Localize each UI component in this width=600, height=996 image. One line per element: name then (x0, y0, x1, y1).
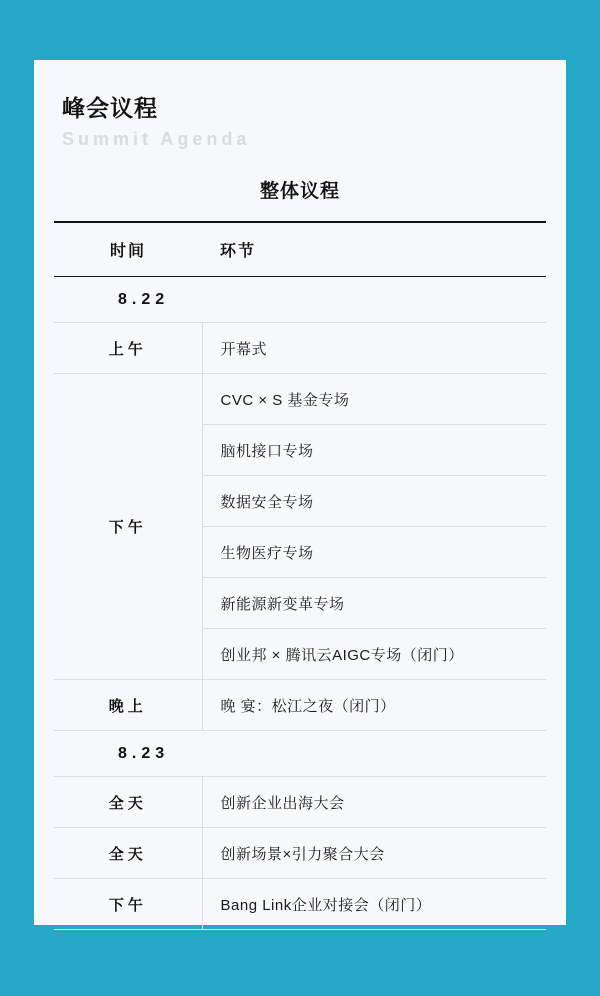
session-label: 新能源新变革专场 (202, 578, 546, 629)
session-label: CVC × S 基金专场 (202, 374, 546, 425)
time-label: 上午 (54, 323, 202, 374)
session-label: 数据安全专场 (202, 476, 546, 527)
table-header-row (54, 222, 546, 277)
table-row (54, 323, 546, 374)
column-header-session: 环节 (202, 222, 546, 277)
table-row (54, 879, 546, 930)
session-label: 脑机接口专场 (202, 425, 546, 476)
date-label: 8.23 (54, 731, 546, 777)
time-label: 全天 (54, 828, 202, 879)
table-row (54, 828, 546, 879)
table-row (54, 374, 546, 425)
date-label: 8.22 (54, 277, 546, 323)
table-row (54, 777, 546, 828)
session-label: Bang Link企业对接会（闭门） (202, 879, 546, 930)
page-subtitle: Summit Agenda (62, 129, 251, 149)
card-header (34, 60, 566, 150)
date-row (54, 277, 546, 323)
table-body (54, 277, 546, 930)
date-row (54, 731, 546, 777)
table-head (54, 222, 546, 277)
time-label: 下午 (54, 374, 202, 680)
time-label: 下午 (54, 879, 202, 930)
session-label: 晚 宴：松江之夜（闭门） (202, 680, 546, 731)
session-label: 创业邦 × 腾讯云AIGC专场（闭门） (202, 629, 546, 680)
table-row (54, 680, 546, 731)
time-label: 全天 (54, 777, 202, 828)
page-title: 峰会议程 (62, 95, 158, 121)
column-header-time: 时间 (54, 222, 202, 277)
session-label: 开幕式 (202, 323, 546, 374)
session-label: 创新场景×引力聚合大会 (202, 828, 546, 879)
session-label: 创新企业出海大会 (202, 777, 546, 828)
agenda-table (54, 221, 546, 930)
agenda-card (34, 60, 566, 925)
time-label: 晚上 (54, 680, 202, 731)
section-title: 整体议程 (259, 181, 340, 202)
session-label: 生物医疗专场 (202, 527, 546, 578)
